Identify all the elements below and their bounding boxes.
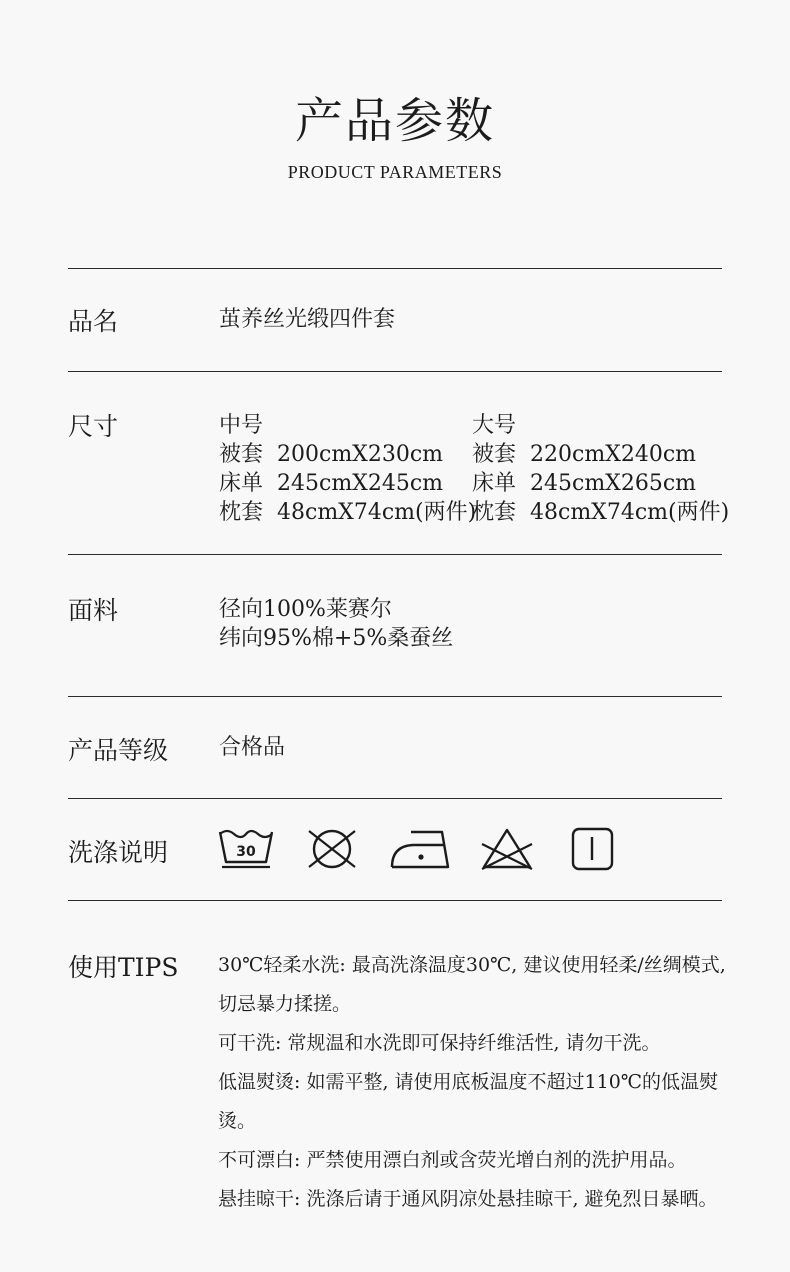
no-bleach-icon bbox=[478, 826, 536, 872]
size-large-title: 大号 bbox=[472, 413, 517, 438]
size-row bbox=[472, 440, 729, 469]
size-item-value: 200cmX230cm bbox=[277, 442, 444, 467]
size-item-name: 床单 bbox=[472, 471, 517, 496]
line-dry-icon bbox=[569, 826, 615, 872]
size-row bbox=[219, 440, 476, 469]
divider bbox=[68, 268, 722, 269]
grade-value: 合格品 bbox=[219, 735, 286, 760]
size-label: 尺寸 bbox=[68, 412, 119, 441]
grade-label: 产品等级 bbox=[68, 736, 169, 765]
size-item-name: 被套 bbox=[472, 442, 517, 467]
tips-line: 可干洗: 常规温和水洗即可保持纤维活性, 请勿干洗。 bbox=[218, 1032, 661, 1054]
divider bbox=[68, 900, 722, 901]
tips-label: 使用TIPS bbox=[68, 953, 179, 982]
fabric-value bbox=[219, 595, 453, 653]
divider bbox=[68, 798, 722, 799]
size-row bbox=[472, 498, 729, 527]
size-item-value: 245cmX245cm bbox=[277, 471, 444, 496]
wash-label: 洗涤说明 bbox=[68, 838, 169, 867]
fabric-label: 面料 bbox=[68, 596, 119, 625]
divider bbox=[68, 371, 722, 372]
size-item-value: 245cmX265cm bbox=[530, 471, 697, 496]
divider bbox=[68, 554, 722, 555]
size-large bbox=[472, 411, 729, 527]
tips-line: 悬挂晾干: 洗涤后请于通风阴凉处悬挂晾干, 避免烈日暴晒。 bbox=[218, 1188, 718, 1210]
size-item-name: 枕套 bbox=[219, 500, 264, 525]
iron-low-icon bbox=[389, 826, 451, 872]
name-value: 茧养丝光缎四件套 bbox=[219, 307, 396, 332]
page-subtitle: PRODUCT PARAMETERS bbox=[287, 162, 503, 182]
page-title: 产品参数 bbox=[294, 93, 495, 149]
divider bbox=[68, 696, 722, 697]
name-label: 品名 bbox=[68, 307, 119, 336]
size-item-value: 48cmX74cm(两件) bbox=[530, 500, 730, 525]
no-dryclean-icon bbox=[305, 826, 359, 872]
size-item-name: 枕套 bbox=[472, 500, 517, 525]
size-row bbox=[219, 498, 476, 527]
size-item-value: 220cmX240cm bbox=[530, 442, 697, 467]
fabric-line: 径向100%莱赛尔 bbox=[219, 597, 392, 622]
tips-list bbox=[218, 946, 738, 1219]
size-medium-title: 中号 bbox=[219, 413, 264, 438]
wash-30-icon bbox=[217, 826, 275, 872]
size-item-name: 被套 bbox=[219, 442, 264, 467]
size-medium bbox=[219, 411, 476, 527]
size-item-value: 48cmX74cm(两件) bbox=[277, 500, 477, 525]
tips-line: 不可漂白: 严禁使用漂白剂或含荧光增白剂的洗护用品。 bbox=[218, 1149, 687, 1171]
fabric-line: 纬向95%棉+5%桑蚕丝 bbox=[219, 626, 454, 651]
tips-line: 低温熨烫: 如需平整, 请使用底板温度不超过110℃的低温熨烫。 bbox=[218, 1071, 719, 1132]
size-row bbox=[219, 469, 476, 498]
wash-temp-label: 30 bbox=[236, 844, 256, 860]
tips-line: 30℃轻柔水洗: 最高洗涤温度30℃, 建议使用轻柔/丝绸模式, 切忌暴力揉搓。 bbox=[218, 954, 726, 1015]
size-item-name: 床单 bbox=[219, 471, 264, 496]
size-row bbox=[472, 469, 729, 498]
